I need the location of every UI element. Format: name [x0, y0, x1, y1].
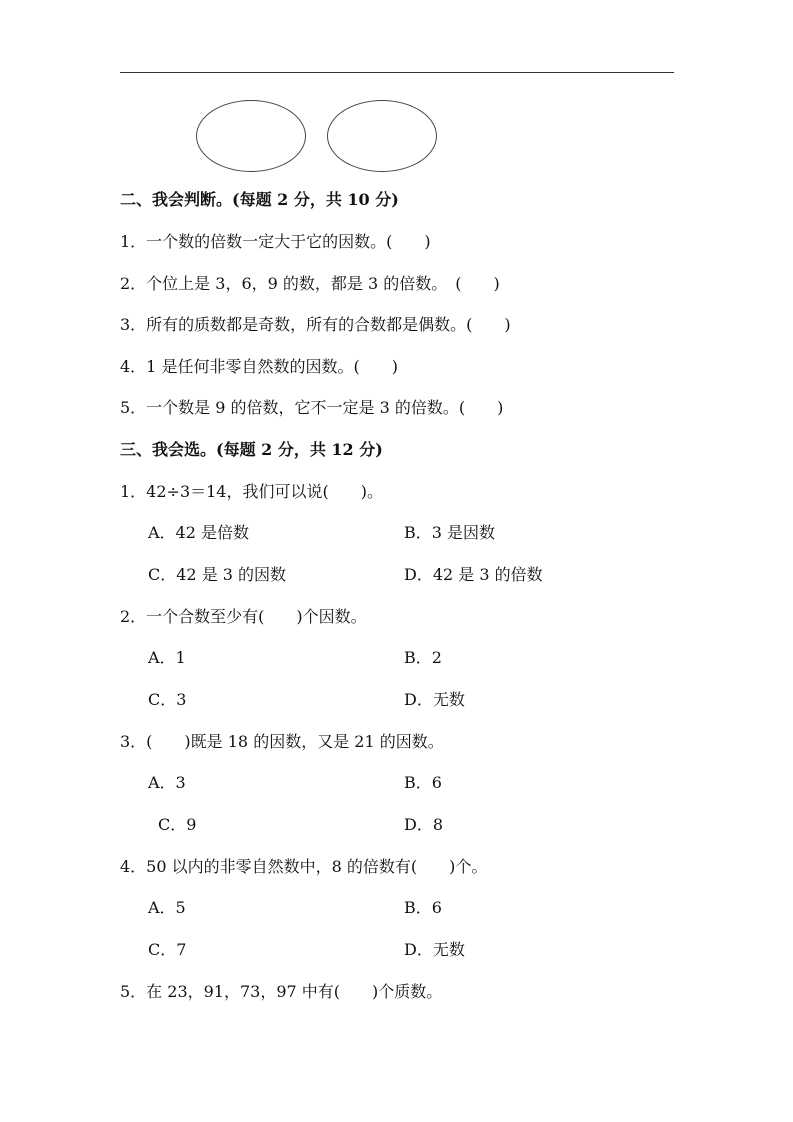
choice-q4-stem: 4．50 以内的非零自然数中，8 的倍数有( )个。	[120, 857, 488, 876]
answer-oval-right	[327, 100, 437, 172]
choice-q1-option-a: A．42 是倍数	[148, 523, 250, 542]
choice-q3-option-c: C．9	[158, 815, 197, 834]
choice-q4-option-c: C．7	[148, 940, 187, 959]
judge-item-2: 2．个位上是 3，6，9 的数，都是 3 的倍数。 ( )	[120, 274, 500, 293]
judge-item-4: 4．1 是任何非零自然数的因数。( )	[120, 357, 398, 376]
section-3-heading: 三、我会选。(每题 2 分，共 12 分)	[120, 440, 383, 459]
judge-item-3: 3．所有的质数都是奇数，所有的合数都是偶数。( )	[120, 315, 511, 334]
choice-q2-option-a: A．1	[148, 648, 186, 667]
choice-q5-stem: 5．在 23，91，73，97 中有( )个质数。	[120, 982, 443, 1001]
choice-q2-option-d: D．无数	[404, 690, 465, 709]
choice-q1-stem: 1．42÷3＝14，我们可以说( )。	[120, 482, 383, 501]
judge-item-5: 5．一个数是 9 的倍数，它不一定是 3 的倍数。( )	[120, 398, 504, 417]
judge-item-1: 1．一个数的倍数一定大于它的因数。( )	[120, 232, 431, 251]
choice-q4-option-d: D．无数	[404, 940, 465, 959]
choice-q3-stem: 3．( )既是 18 的因数，又是 21 的因数。	[120, 732, 444, 751]
choice-q3-option-d: D．8	[404, 815, 444, 834]
choice-q2-option-b: B．2	[404, 648, 442, 667]
choice-q1-option-d: D．42 是 3 的倍数	[404, 565, 543, 584]
choice-q3-option-b: B．6	[404, 773, 442, 792]
choice-q2-option-c: C．3	[148, 690, 187, 709]
choice-q1-option-c: C．42 是 3 的因数	[148, 565, 287, 584]
choice-q1-option-b: B．3 是因数	[404, 523, 496, 542]
choice-q2-stem: 2．一个合数至少有( )个因数。	[120, 607, 367, 626]
choice-q4-option-b: B．6	[404, 898, 442, 917]
choice-q3-option-a: A．3	[148, 773, 186, 792]
choice-q4-option-a: A．5	[148, 898, 186, 917]
answer-oval-left	[196, 100, 306, 172]
top-rule	[120, 72, 674, 73]
section-2-heading: 二、我会判断。(每题 2 分，共 10 分)	[120, 190, 399, 209]
